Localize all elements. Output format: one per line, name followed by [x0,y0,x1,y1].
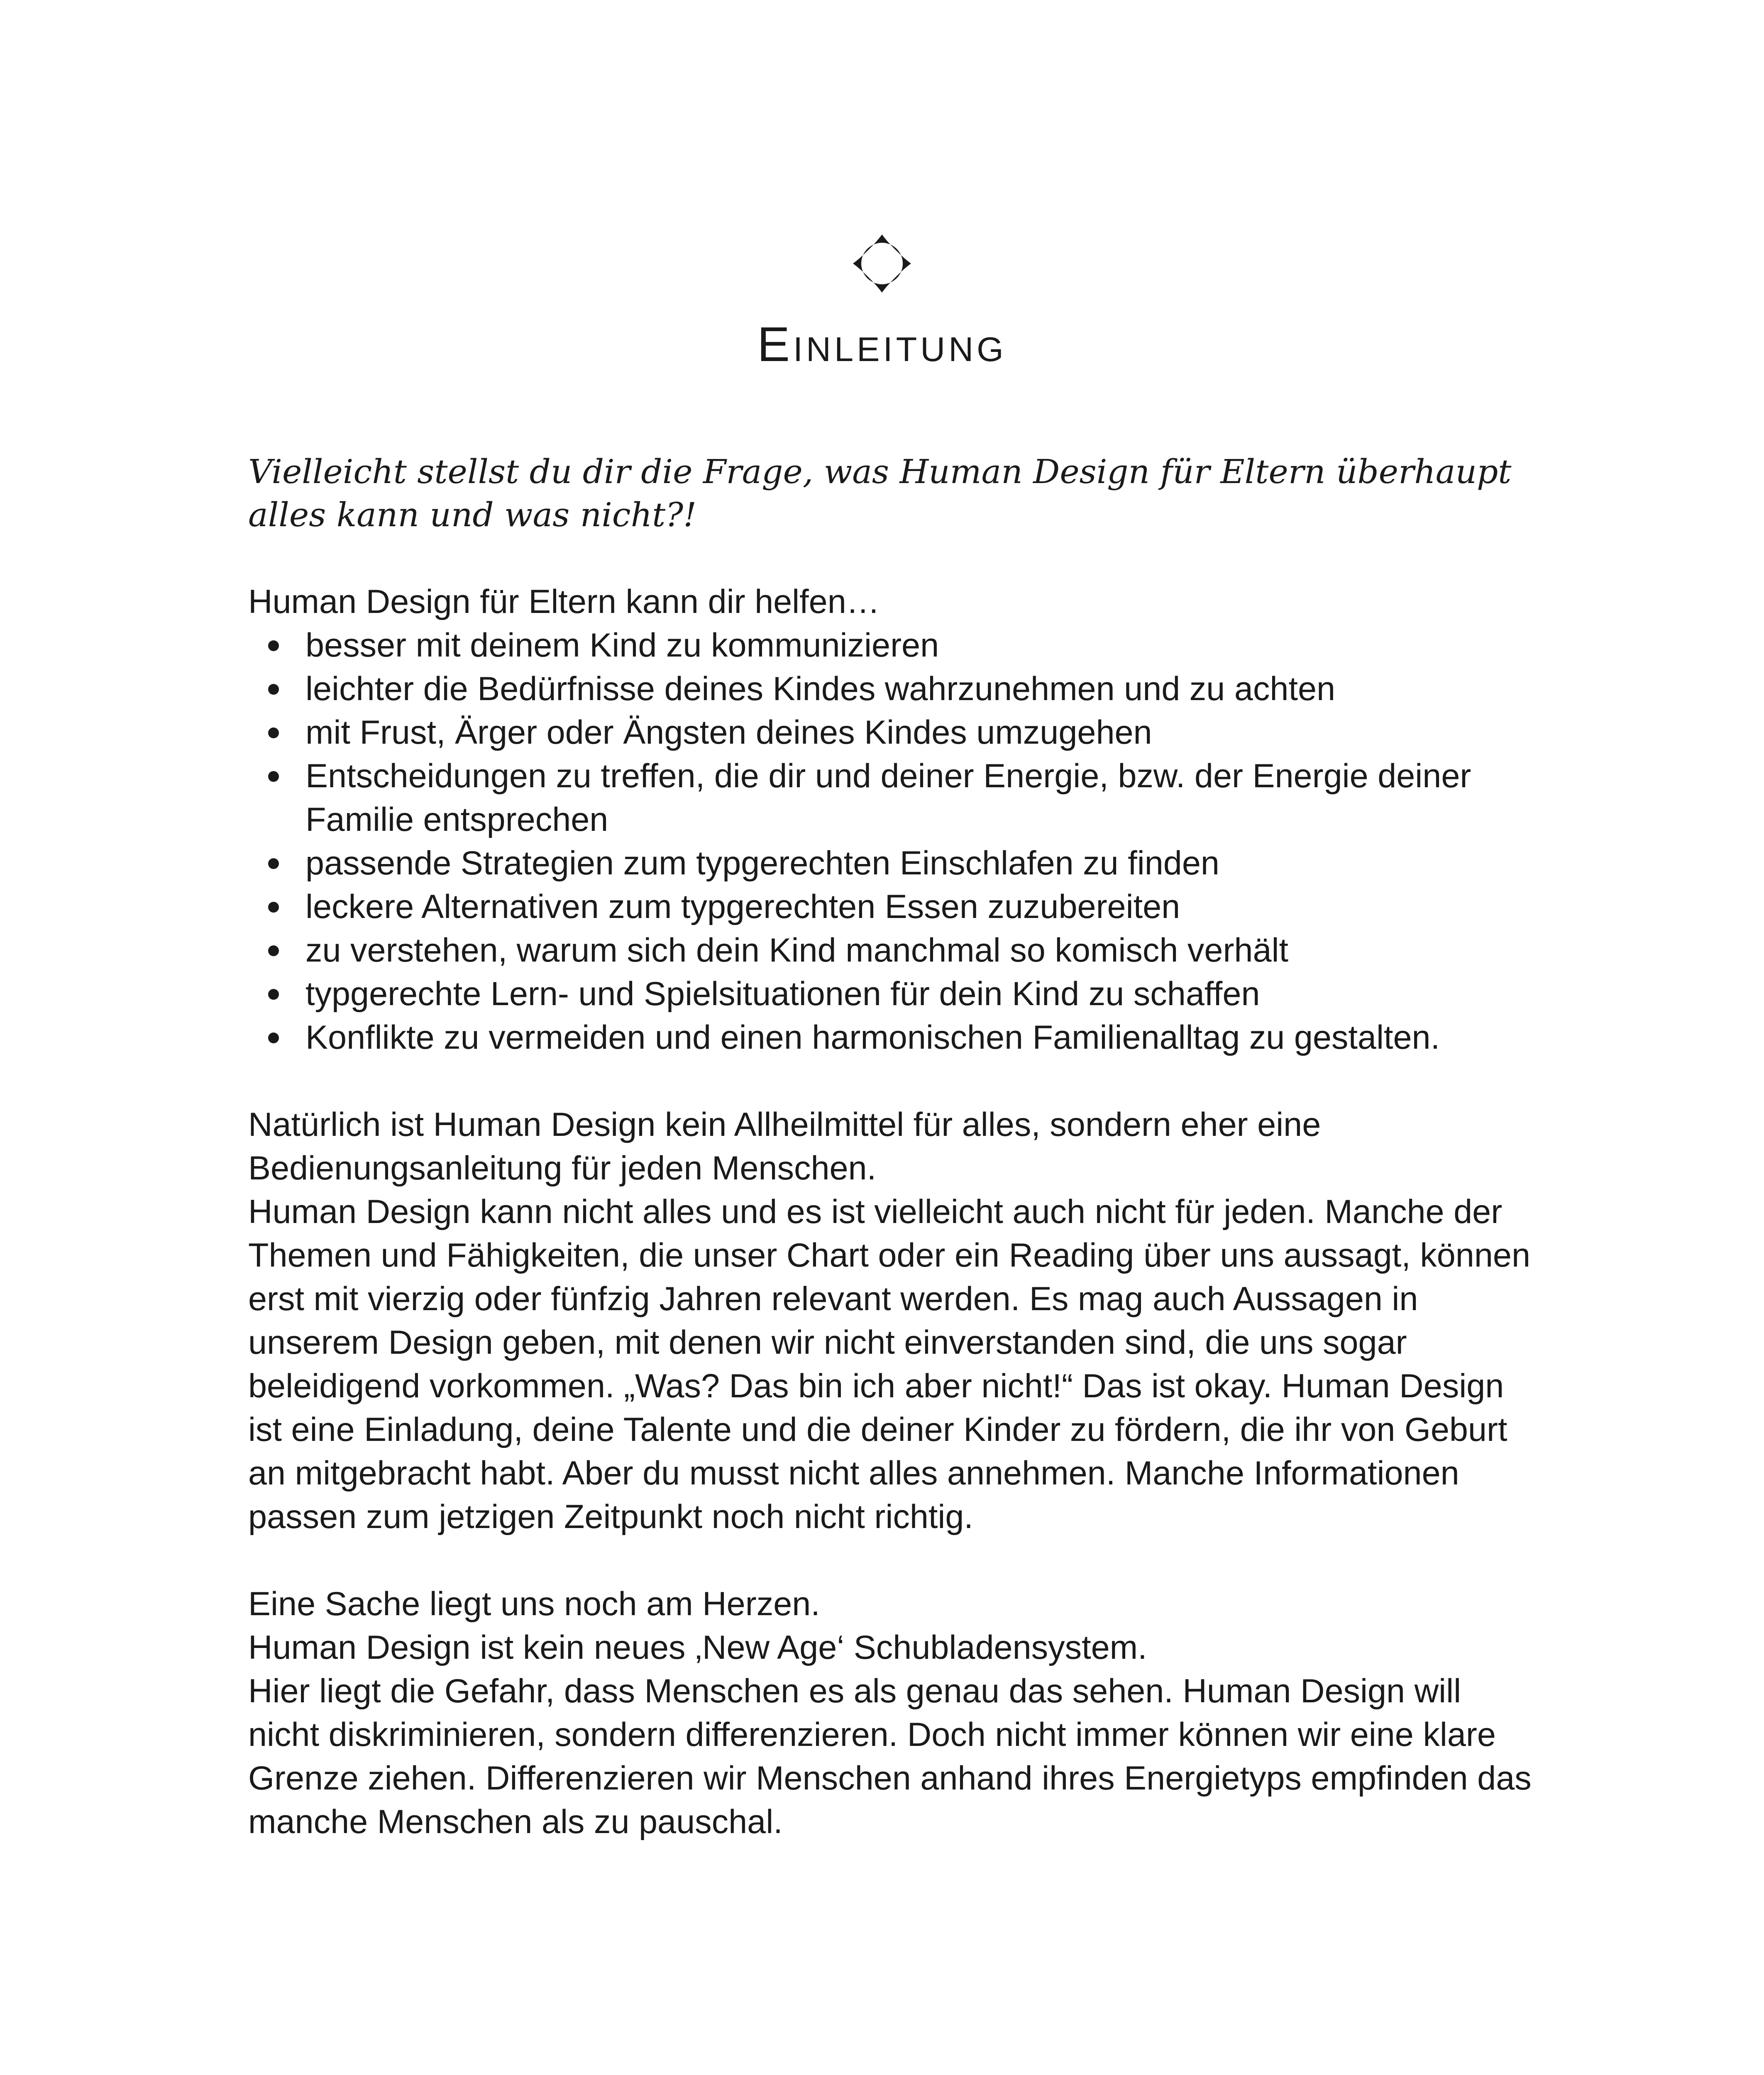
page-title: Einleitung [757,317,1007,372]
intro-text: Human Design für Eltern kann dir helfen… [248,583,880,620]
lead-question: Vielleicht stellst du dir die Frage, was Human Design für Eltern überhaupt alles kann und was nicht?! [248,452,1512,534]
body-paragraph: Hier liegt die Gefahr, dass Menschen es als genau das sehen. Human Design will nicht diskriminieren, sondern differenzieren. Doch nicht immer können wir eine klare Grenze ziehen. Differenzieren wir Menschen anhand ihres Energietyps empfinden das manche Menschen als zu pauschal. [248,1672,1532,1841]
rounded-diamond-ring-icon [852,234,912,293]
spacer [248,1059,1535,1103]
main-content [248,450,1535,1844]
body-paragraph: Eine Sache liegt uns noch am Herzen. [248,1585,820,1623]
list-item: leichter die Bedürfnisse deines Kindes wahrzunehmen und zu achten [248,667,1535,711]
list-item: Entscheidungen zu treffen, die dir und deiner Energie, bzw. der Energie deiner Familie entsprechen [248,754,1535,842]
spacer [248,1539,1535,1582]
list-item: mit Frust, Ärger oder Ängsten deines Kindes umzugehen [248,711,1535,754]
list-item: passende Strategien zum typgerechten Einschlafen zu finden [248,842,1535,885]
list-item: zu verstehen, warum sich dein Kind manchmal so komisch verhält [248,929,1535,972]
list-item: besser mit deinem Kind zu kommunizieren [248,624,1535,667]
body-paragraph: Human Design kann nicht alles und es ist vielleicht auch nicht für jeden. Manche der Themen und Fähigkeiten, die unser Chart oder ein Reading über uns aussagt, können erst mit vierzig oder fünfzig Jahren relevant werden. Es mag auch Aussagen in unserem Design geben, mit denen wir nicht einverstanden sind, die uns sogar beleidigend vorkommen. „Was? Das bin ich aber nicht!“ Das ist okay. Human Design ist eine Einladung, deine Talente und die deiner Kinder zu fördern, die ihr von Geburt an mitgebracht habt. Aber du musst nicht alles annehmen. Manche Informationen passen zum jetzigen Zeitpunkt noch nicht richtig. [248,1193,1530,1536]
benefits-list [248,624,1535,1059]
body-paragraph: Human Design ist kein neues ‚New Age‘ Schubladensystem. [248,1629,1147,1666]
list-item: Konflikte zu vermeiden und einen harmonischen Familienalltag zu gestalten. [248,1016,1535,1059]
list-item: typgerechte Lern- und Spielsituationen für dein Kind zu schaffen [248,972,1535,1016]
body-paragraph: Natürlich ist Human Design kein Allheilmittel für alles, sondern eher eine Bedienungsanleitung für jeden Menschen. [248,1106,1321,1187]
list-item: leckere Alternativen zum typgerechten Essen zuzubereiten [248,885,1535,929]
